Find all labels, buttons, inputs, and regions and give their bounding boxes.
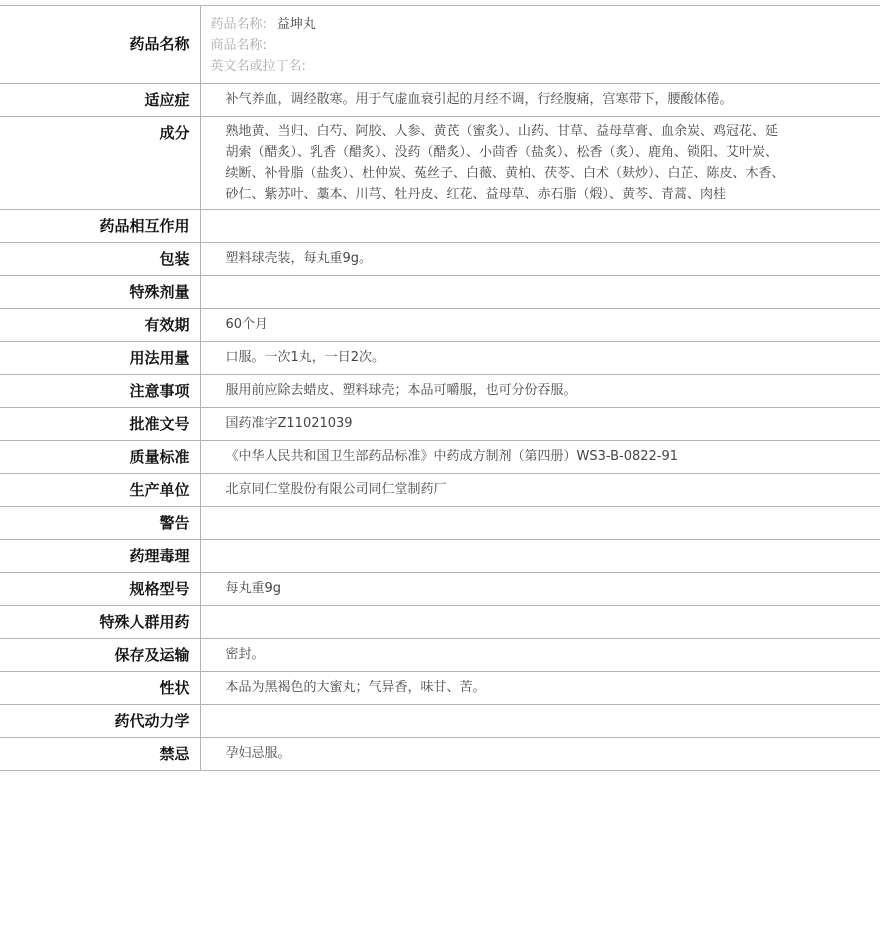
row-label: 用法用量 <box>0 342 200 375</box>
row-value: 塑料球壳装，每丸重9g。 <box>200 243 880 276</box>
row-label: 警告 <box>0 507 200 540</box>
row-label: 批准文号 <box>0 408 200 441</box>
row-label: 药品名称 <box>0 6 200 84</box>
row-special-dosage <box>0 276 880 309</box>
row-special-populations <box>0 606 880 639</box>
row-approval-number <box>0 408 880 441</box>
row-value: 熟地黄、当归、白芍、阿胶、人参、黄芪（蜜炙）、山药、甘草、益母草膏、血余炭、鸡冠花、延胡索（醋炙）、乳香（醋炙）、没药（醋炙）、小茴香（盐炙）、松香（炙）、鹿角、锁阳、艾叶炭、续断、补骨脂（盐炙）、杜仲炭、菟丝子、白薇、黄柏、茯苓、白术（麸炒）、白芷、陈皮、木香、砂仁、紫苏叶、藁本、川芎、牡丹皮、红花、益母草、赤石脂（煅）、黄芩、青蒿、肉桂 <box>200 117 880 210</box>
name-key: 商品名称: <box>210 38 267 53</box>
row-value <box>200 606 880 639</box>
row-label: 保存及运输 <box>0 639 200 672</box>
row-label: 注意事项 <box>0 375 200 408</box>
row-value: 口服。一次1丸，一日2次。 <box>200 342 880 375</box>
row-label: 特殊剂量 <box>0 276 200 309</box>
row-value: 服用前应除去蜡皮、塑料球壳；本品可嚼服，也可分份吞服。 <box>200 375 880 408</box>
name-line-generic <box>211 14 786 35</box>
row-label: 规格型号 <box>0 573 200 606</box>
row-label: 成分 <box>0 117 200 210</box>
name-line-trade <box>211 35 786 56</box>
row-label: 药品相互作用 <box>0 210 200 243</box>
row-quality-standard <box>0 441 880 474</box>
name-value: 益坤丸 <box>276 17 316 32</box>
row-value <box>200 705 880 738</box>
row-warning <box>0 507 880 540</box>
row-label: 适应症 <box>0 84 200 117</box>
row-value <box>200 540 880 573</box>
row-label: 禁忌 <box>0 738 200 771</box>
row-value: 补气养血，调经散寒。用于气虚血衰引起的月经不调，行经腹痛，宫寒带下，腰酸体倦。 <box>200 84 880 117</box>
row-value <box>200 276 880 309</box>
row-value <box>200 507 880 540</box>
row-shelf-life <box>0 309 880 342</box>
row-value: 本品为黑褐色的大蜜丸；气异香，味甘、苦。 <box>200 672 880 705</box>
name-key: 药品名称: <box>210 17 267 32</box>
row-manufacturer <box>0 474 880 507</box>
row-value <box>200 6 880 84</box>
row-value: 北京同仁堂股份有限公司同仁堂制药厂 <box>200 474 880 507</box>
row-label: 生产单位 <box>0 474 200 507</box>
row-label: 包装 <box>0 243 200 276</box>
row-description <box>0 672 880 705</box>
name-line-latin <box>211 56 786 77</box>
row-contraindications <box>0 738 880 771</box>
row-value: 密封。 <box>200 639 880 672</box>
row-label: 性状 <box>0 672 200 705</box>
row-value: 60个月 <box>200 309 880 342</box>
row-dosage <box>0 342 880 375</box>
row-drug-name <box>0 6 880 84</box>
row-value: 《中华人民共和国卫生部药品标准》中药成方制剂（第四册）WS3-B-0822-91 <box>200 441 880 474</box>
row-packaging <box>0 243 880 276</box>
name-key: 英文名或拉丁名: <box>210 59 306 74</box>
row-label: 特殊人群用药 <box>0 606 200 639</box>
row-storage <box>0 639 880 672</box>
drug-info-table <box>0 5 880 771</box>
row-label: 药代动力学 <box>0 705 200 738</box>
row-value <box>200 210 880 243</box>
row-label: 有效期 <box>0 309 200 342</box>
row-specification <box>0 573 880 606</box>
row-interactions <box>0 210 880 243</box>
row-precautions <box>0 375 880 408</box>
row-label: 药理毒理 <box>0 540 200 573</box>
row-pharmacokinetics <box>0 705 880 738</box>
row-label: 质量标准 <box>0 441 200 474</box>
row-ingredients <box>0 117 880 210</box>
row-value: 国药准字Z11021039 <box>200 408 880 441</box>
row-value: 孕妇忌服。 <box>200 738 880 771</box>
row-value: 每丸重9g <box>200 573 880 606</box>
row-indications <box>0 84 880 117</box>
drug-info-panel <box>0 5 880 771</box>
row-pharmacology <box>0 540 880 573</box>
